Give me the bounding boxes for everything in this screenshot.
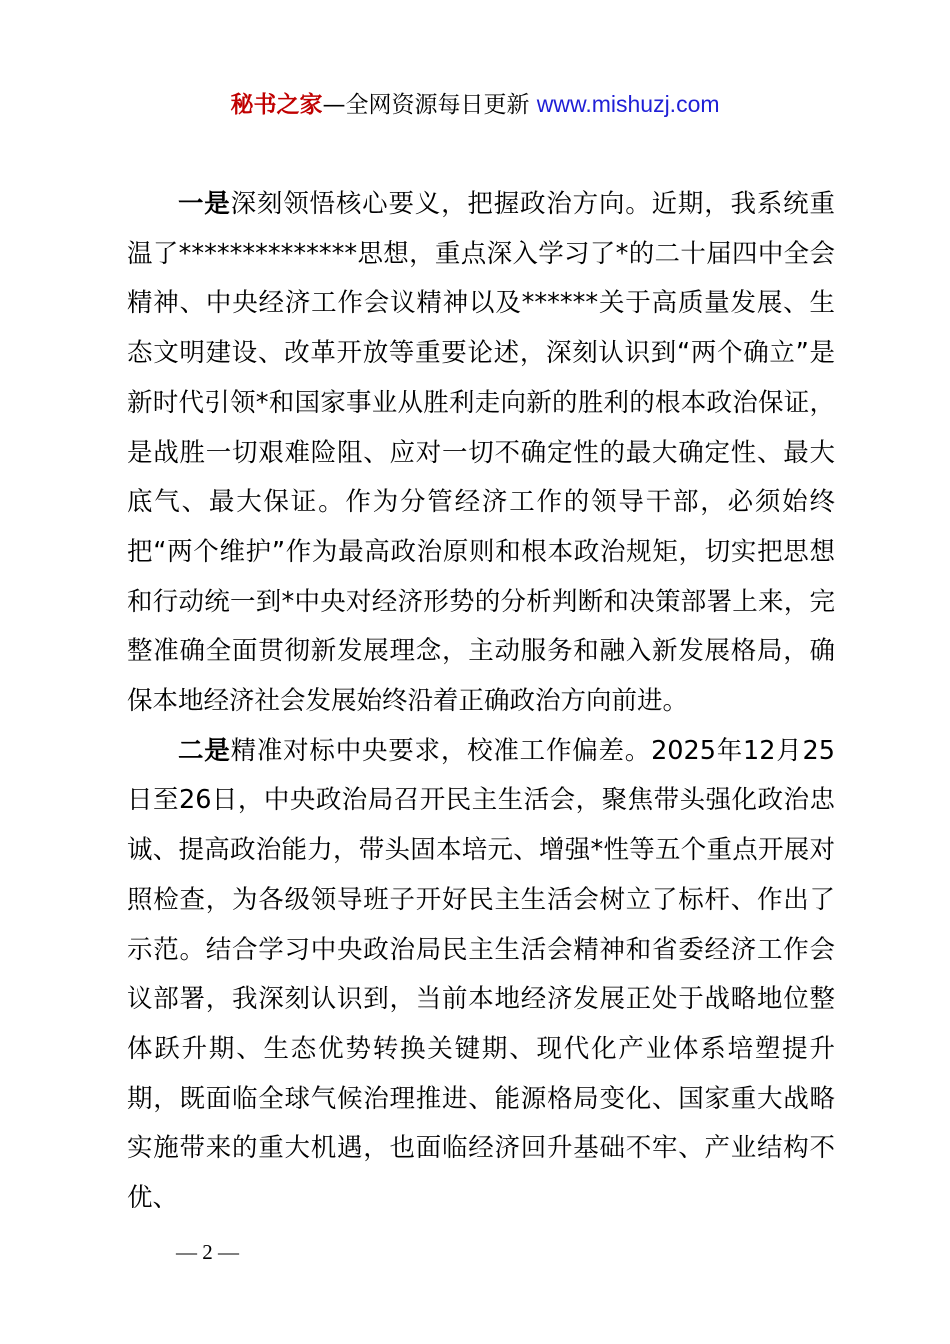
document-body — [127, 180, 835, 1224]
site-header — [0, 88, 950, 121]
page-number: — 2 — — [176, 1240, 239, 1264]
paragraph-one-text: 深刻领悟核心要义，把握政治方向。近期，我系统重温了**************思想，重点深入学习了*的二十届四中全会精神、中央经济工作会议精神以及******关于高质量发展、生态文明建设、改革开放等重要论述，深刻认识到“两个确立”是新时代引领*和国家事业从胜利走向新的胜利的根本政治保证，是战胜一切艰难险阻、应对一切不确定性的最大确定性、最大底气、最大保证。作为分管经济工作的领导干部，必须始终把“两个维护”作为最高政治原则和根本政治规矩，切实把思想和行动统一到*中央对经济形势的分析判断和决策部署上来，完整准确全面贯彻新发展理念，主动服务和融入新发展格局，确保本地经济社会发展始终沿着正确政治方向前进。 — [127, 189, 835, 717]
paragraph-two — [127, 727, 835, 1224]
brand-name: 秘书之家 — [230, 92, 323, 118]
paragraph-one — [127, 180, 835, 727]
paragraph-two-lead: 二是 — [178, 735, 231, 766]
paragraph-two-text: 精准对标中央要求，校准工作偏差。2025年12月25日至26日，中央政治局召开民主生活会，聚焦带头强化政治忠诚、提高政治能力，带头固本培元、增强*性等五个重点开展对照检查，为各级领导班子开好民主生活会树立了标杆、作出了示范。结合学习中央政治局民主生活会精神和省委经济工作会议部署，我深刻认识到，当前本地经济发展正处于战略地位整体跃升期、生态优势转换关键期、现代化产业体系培塑提升期，既面临全球气候治理推进、能源格局变化、国家重大战略实施带来的重大机遇，也面临经济回升基础不牢、产业结构不优、 — [127, 735, 835, 1214]
paragraph-one-lead: 一是 — [178, 189, 231, 219]
site-url-link[interactable]: www.mishuzj.com — [536, 91, 720, 117]
header-tagline: —全网资源每日更新 — [322, 92, 530, 118]
